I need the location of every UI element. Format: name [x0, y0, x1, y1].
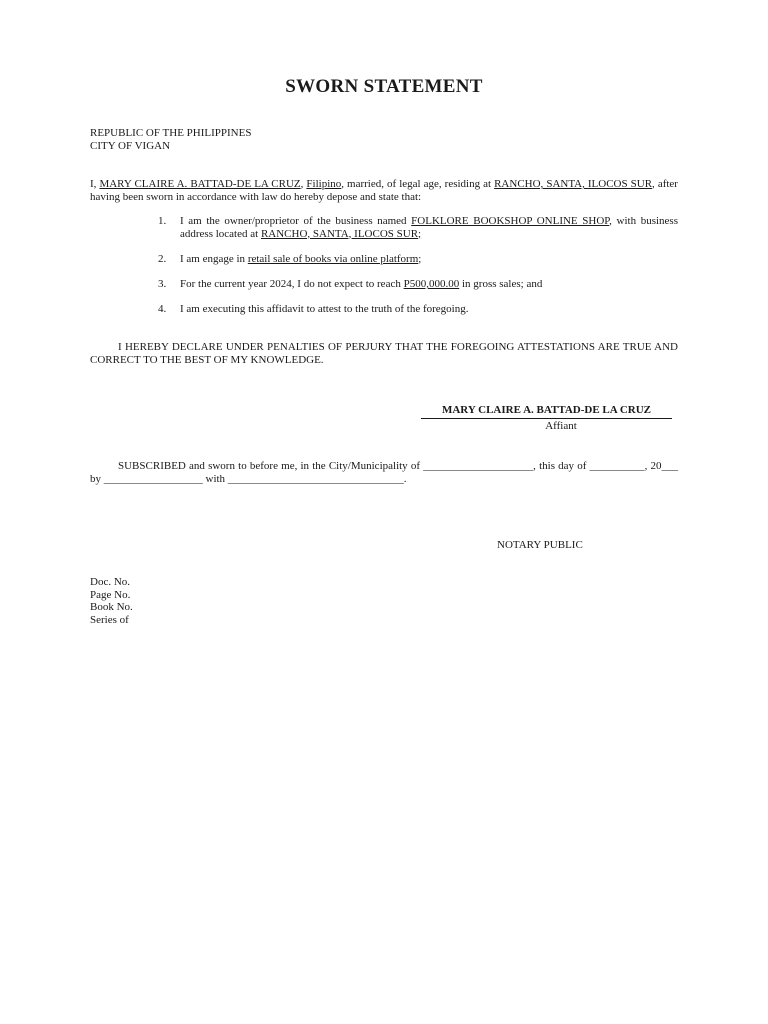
intro-middle: , married, of legal age, residing at [341, 178, 495, 190]
item-text [180, 278, 678, 291]
citizenship: Filipino [306, 178, 342, 190]
item-number: 4. [158, 303, 167, 315]
item-text [180, 215, 678, 240]
intro-paragraph [90, 178, 678, 203]
gross-sales-amount: P500,000.00 [403, 278, 460, 290]
doc-no-label: Doc. No. [90, 576, 131, 588]
intro-suffix: , after having been sworn in accordance with law do hereby depose and state that: [90, 178, 678, 203]
signature-role: Affiant [545, 420, 577, 432]
notary-public-label: NOTARY PUBLIC [497, 539, 583, 551]
statement-item-1 [158, 215, 678, 240]
book-no-label: Book No. [90, 601, 133, 613]
item-number: 3. [158, 278, 167, 290]
jurat-paragraph: SUBSCRIBED and sworn to before me, in the City/Municipality of ____________________, this day of __________, 20___ by __________________ with ________________________________. [90, 460, 678, 485]
statement-item-3 [158, 278, 678, 291]
notarial-register [90, 576, 133, 626]
signature-name: MARY CLAIRE A. BATTAD-DE LA CRUZ [421, 404, 672, 419]
intro-separator: , [300, 178, 307, 190]
affiant-name: MARY CLAIRE A. BATTAD-DE LA CRUZ [99, 178, 301, 190]
item-text: I am executing this affidavit to attest to the truth of the foregoing. [180, 303, 469, 315]
venue-country: REPUBLIC OF THE PHILIPPINES [90, 127, 252, 139]
intro-prefix: I, [90, 178, 100, 190]
item-text-part: in gross sales; and [459, 278, 543, 290]
item-text-part: I am engage in [180, 253, 248, 265]
business-address: RANCHO, SANTA, ILOCOS SUR; [260, 227, 422, 240]
venue-block [90, 127, 251, 152]
business-name: FOLKLORE BOOKSHOP ONLINE SHOP [411, 215, 610, 227]
venue-city: CITY OF VIGAN [90, 139, 171, 152]
item-text [180, 253, 678, 266]
item-number: 1. [158, 215, 167, 227]
residence: RANCHO, SANTA, ILOCOS SUR [494, 178, 653, 190]
item-text-part: , with business address located at [180, 215, 678, 240]
item-text-part: ; [418, 253, 422, 265]
perjury-declaration: I HEREBY DECLARE UNDER PENALTIES OF PERJURY THAT THE FOREGOING ATTESTATIONS ARE TRUE AND CORRECT TO THE BEST OF MY KNOWLEDGE. [90, 341, 678, 366]
statement-item-2 [158, 253, 678, 266]
item-text-part: I am the owner/proprietor of the business named [180, 215, 412, 227]
page-no-label: Page No. [90, 588, 131, 601]
document-title: SWORN STATEMENT [285, 76, 483, 97]
item-text-part: For the current year 2024, I do not expect to reach [180, 278, 404, 290]
business-nature: retail sale of books via online platform [247, 253, 419, 265]
item-number: 2. [158, 253, 167, 265]
series-label: Series of [90, 613, 129, 626]
statement-item-4 [158, 303, 678, 316]
